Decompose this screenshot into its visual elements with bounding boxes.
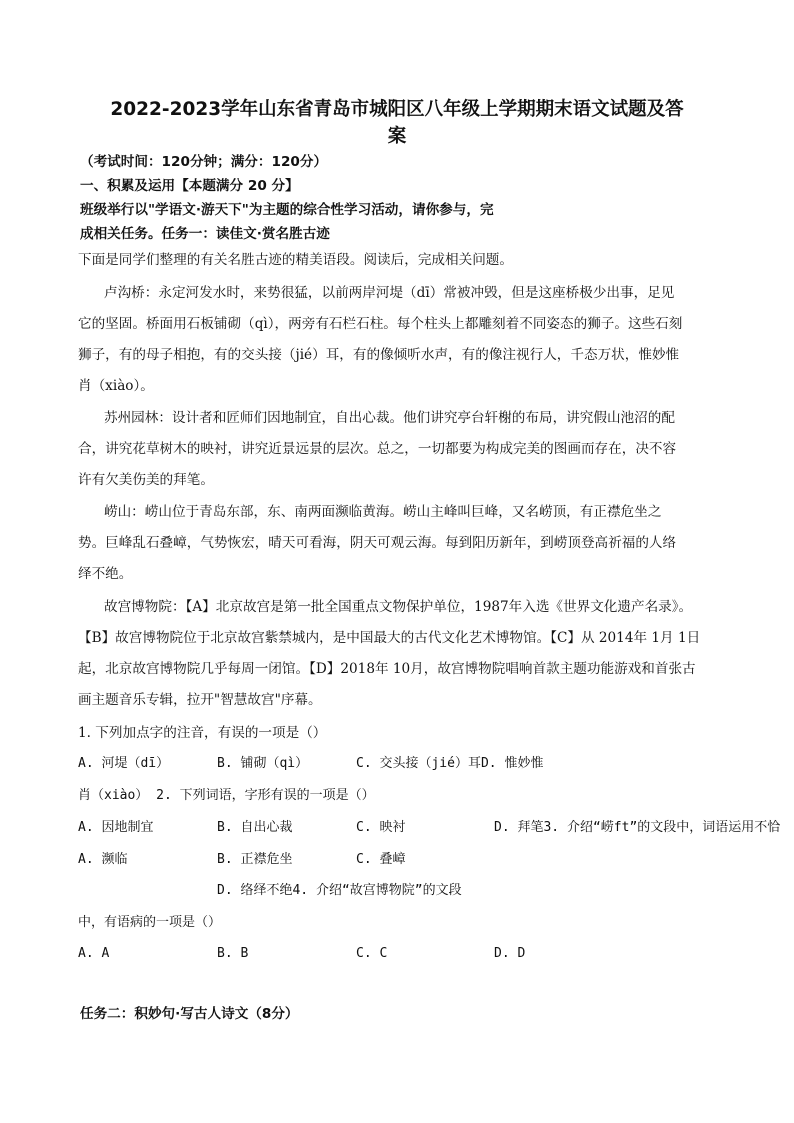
para2-line-1: 苏州园林：设计者和匠师们因地制宜，自出心裁。他们讲究亭台轩榭的布局，讲究假山池沼的配: [104, 410, 675, 426]
q1-option-a: A. 河堤（dī）: [78, 756, 170, 771]
lead-text: 下面是同学们整理的有关名胜古迹的精美语段。阅读后，完成相关问题。: [78, 252, 513, 268]
para1-line-2: 它的坚固。桥面用石板铺砌（qì），两旁有石栏石柱。每个柱头上都雕刻着不同姿态的狮子。这些石刻: [78, 316, 683, 332]
para1-line-3: 狮子，有的母子相抱，有的交头接（jié）耳，有的像倾听水声，有的像注视行人，千态万状，惟妙惟: [78, 347, 680, 363]
document-title: [40, 96, 754, 150]
para1-line-4: 肖（xiào）。: [78, 378, 154, 394]
para3-line-1: 崂山：崂山位于青岛东部，东、南两面濒临黄海。崂山主峰叫巨峰，又名崂顶，有正襟危坐之: [104, 504, 662, 520]
para4-line-2: 【B】故宫博物院位于北京故宫紫禁城内，是中国最大的古代文化艺术博物馆。【C】从 2014年 1月 1日: [78, 630, 701, 646]
para1-line-1: 卢沟桥：永定河发水时，来势很猛，以前两岸河堤（dī）常被冲毁，但是这座桥极少出事，足见: [104, 285, 675, 301]
q3-option-a: A. 濒临: [78, 852, 128, 867]
question-1: 1. 下列加点字的注音，有误的一项是（）: [78, 725, 327, 741]
para3-line-2: 势。巨峰乱石叠嶂，气势恢宏，晴天可看海，阴天可观云海。每到阳历新年，到崂顶登高祈福的人络: [78, 535, 677, 551]
q1-option-c: C. 交头接（jié）耳D. 惟妙惟: [356, 756, 544, 771]
q3-option-b: B. 正襟危坐: [217, 852, 293, 867]
para4-line-3: 起，北京故宫博物院几乎每周一闭馆。【D】2018年 10月，故宫博物院唱响首款主题功能游戏和首张古: [78, 661, 696, 677]
q2-option-c: C. 映衬: [356, 820, 406, 835]
intro-line-2: 成相关任务。任务一：读佳文·赏名胜古迹: [80, 226, 330, 242]
q4-continuation: 中，有语病的一项是（）: [78, 915, 222, 930]
q4-option-c: C. C: [356, 946, 388, 961]
q1-option-b: B. 铺砌（qì）: [217, 756, 309, 771]
q2-option-a: A. 因地制宜: [78, 820, 154, 835]
exam-info: （考试时间：120分钟；满分：120分）: [80, 154, 328, 170]
q4-option-b: B. B: [217, 946, 249, 961]
title-line-1: 2022-2023学年山东省青岛市城阳区八年级上学期期末语文试题及答: [110, 99, 684, 120]
task-2-heading: 任务二：积妙句·写古人诗文（8分）: [80, 1006, 299, 1022]
intro-line-1: 班级举行以"学语文·游天下"为主题的综合性学习活动，请你参与，完: [80, 202, 494, 218]
q1-continuation: 肖（xiào） 2. 下列词语，字形有误的一项是（）: [78, 788, 375, 803]
q3-option-c: C. 叠嶂: [356, 852, 406, 867]
q2-option-d: D. 拜笔3. 介绍“崂ft”的文段中，词语运用不恰: [494, 820, 781, 835]
q4-option-d: D. D: [494, 946, 526, 961]
para2-line-2: 合，讲究花草树木的映衬，讲究近景远景的层次。总之，一切都要为构成完美的图画而存在，决不容: [78, 441, 677, 457]
para4-line-4: 画主题音乐专辑，拉开"智慧故宫"序幕。: [78, 692, 322, 708]
q2-option-b: B. 自出心裁: [217, 820, 293, 835]
para4-line-1: 故宫博物院：【A】北京故宫是第一批全国重点文物保护单位，1987年入选《世界文化遗产名录》。: [104, 599, 693, 615]
section-1-heading: 一、积累及运用【本题满分 20 分】: [80, 178, 299, 194]
q3-option-d: D. 络绎不绝4. 介绍“故宫博物院”的文段: [217, 883, 462, 898]
title-line-2: 案: [387, 126, 407, 147]
q4-option-a: A. A: [78, 946, 110, 961]
para3-line-3: 绎不绝。: [78, 566, 133, 582]
para2-line-3: 许有欠美伤美的拜笔。: [78, 472, 214, 488]
